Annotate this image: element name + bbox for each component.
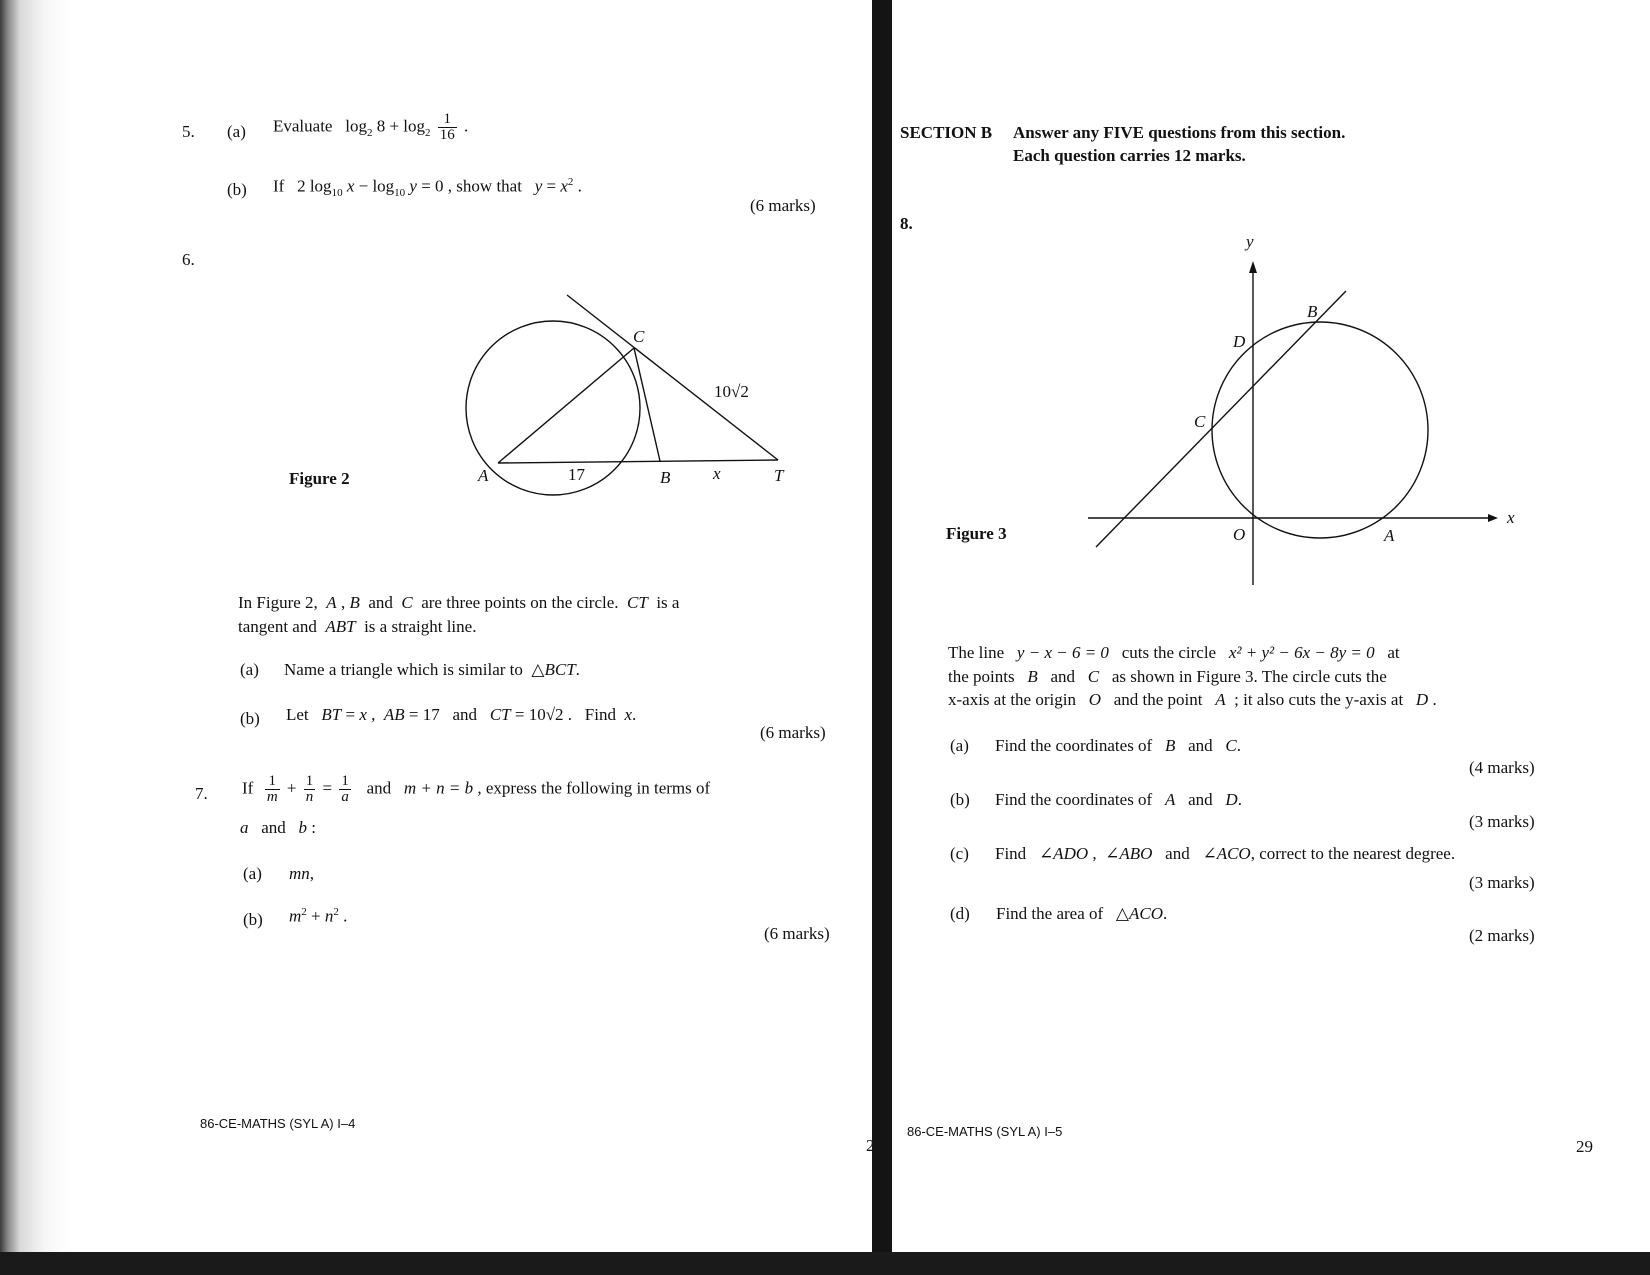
section-instruction-1: Answer any FIVE questions from this section. (1013, 123, 1346, 142)
fig3-label-o: O (1233, 525, 1246, 544)
section-label: SECTION B (900, 123, 993, 142)
fig2-label-c: C (633, 327, 645, 346)
fig3-y-axis-arrow (1249, 261, 1257, 273)
q6b-label: (b) (240, 709, 260, 728)
q8-intro-line3: x-axis at the origin O and the point A ; it also cuts the y-axis at D . (948, 690, 1437, 709)
fig3-label-d: D (1233, 332, 1246, 351)
q6a-text: Name a triangle which is similar to △BCT. (284, 660, 580, 679)
q6-number: 6. (182, 250, 195, 269)
q6a-label: (a) (240, 660, 259, 679)
q8-intro-line1: The line y − x − 6 = 0 cuts the circle x² + y² − 6x − 8y = 0 at (948, 643, 1400, 662)
q8d-marks: (2 marks) (1469, 926, 1535, 945)
q8a-marks: (4 marks) (1469, 758, 1535, 777)
q8d-text: Find the area of △ACO. (996, 904, 1168, 923)
q5a-fraction: $\frac{1}{16}$ (439, 111, 455, 143)
q5a-text: Evaluate $\log_2 8 + \log_2$ $\frac{1}{16}$ . (273, 111, 469, 143)
q8c-marks: (3 marks) (1469, 873, 1535, 892)
q8b-text: Find the coordinates of A and D. (995, 790, 1242, 809)
right-footer: 86-CE-MATHS (SYL A) I–5 (907, 1124, 1063, 1139)
fig2-label-ct: 10√2 (714, 382, 749, 401)
q8a-label: (a) (950, 736, 969, 755)
q8b-marks: (3 marks) (1469, 812, 1535, 831)
fig3-label-c: C (1194, 412, 1206, 431)
q7a-label: (a) (243, 864, 262, 883)
q7-marks: (6 marks) (764, 924, 830, 943)
fig3-label-a: A (1384, 526, 1395, 545)
fig2-label-t: T (774, 466, 784, 485)
fig3-circle (1212, 322, 1428, 538)
q7-line1: If $\frac{1}{m}$ + $\frac{1}{n}$ = $\frac{1}{a}$ and m + n = b , express the following in terms of (242, 773, 711, 805)
q5b-text: If 2 $\log_{10} x - \log_{10} y = 0$ , show that $y = x^2$ . (273, 176, 582, 200)
q8d-label: (d) (950, 904, 970, 923)
fig3-label-y: y (1246, 232, 1254, 251)
q8a-text: Find the coordinates of B and C. (995, 736, 1241, 755)
q7-number: 7. (195, 784, 208, 803)
q6-intro-line1: In Figure 2, A , B and C are three points on the circle. CT is a (238, 593, 680, 612)
right-page-number: 29 (1576, 1137, 1593, 1156)
left-footer: 86-CE-MATHS (SYL A) I–4 (200, 1116, 356, 1131)
q8c-text: Find ∠ADO , ∠ABO and ∠ACO, correct to the nearest degree. (995, 844, 1456, 863)
q5b-label: (b) (227, 180, 247, 199)
scan-bottom-band (0, 1252, 1650, 1275)
figure-2-caption: Figure 2 (289, 469, 350, 488)
fig3-x-axis-arrow (1488, 514, 1498, 522)
q6-marks: (6 marks) (760, 723, 826, 742)
fig2-label-a: A (478, 466, 489, 485)
section-instruction-2: Each question carries 12 marks. (1013, 146, 1246, 165)
fig2-line-abt (498, 460, 778, 463)
fig3-label-x: x (1507, 508, 1515, 527)
q6-intro-line2: tangent and ABT is a straight line. (238, 617, 477, 636)
figure-2-diagram (460, 285, 800, 525)
q7a-text: mn, (289, 864, 315, 883)
q5a-label: (a) (227, 122, 246, 141)
fig2-line-ac (498, 348, 634, 463)
fig2-label-17: 17 (568, 465, 585, 484)
q7b-text: $m^2 + n^2$ . (289, 906, 348, 926)
scan-left-edge-shadow (0, 0, 70, 1275)
q7b-label: (b) (243, 910, 263, 929)
figure-3-diagram (1080, 255, 1500, 595)
fig3-line (1096, 291, 1346, 547)
fig2-label-x: x (713, 464, 721, 483)
figure-3-caption: Figure 3 (946, 524, 1007, 543)
q6b-text: Let BT = x , AB = 17 and CT = 10√2 . Find x. (286, 705, 637, 724)
q7-line2: a and b : (240, 818, 317, 837)
fig2-label-b: B (660, 468, 671, 487)
q5-marks: (6 marks) (750, 196, 816, 215)
left-page-edge-number: 2 (866, 1136, 875, 1155)
q8-number: 8. (900, 214, 913, 233)
fig3-label-b: B (1307, 302, 1318, 321)
q8c-label: (c) (950, 844, 969, 863)
q8b-label: (b) (950, 790, 970, 809)
q8-intro-line2: the points B and C as shown in Figure 3. The circle cuts the (948, 667, 1387, 686)
q5-number: 5. (182, 122, 195, 141)
book-spine (872, 0, 892, 1275)
fig2-circle (466, 321, 640, 495)
